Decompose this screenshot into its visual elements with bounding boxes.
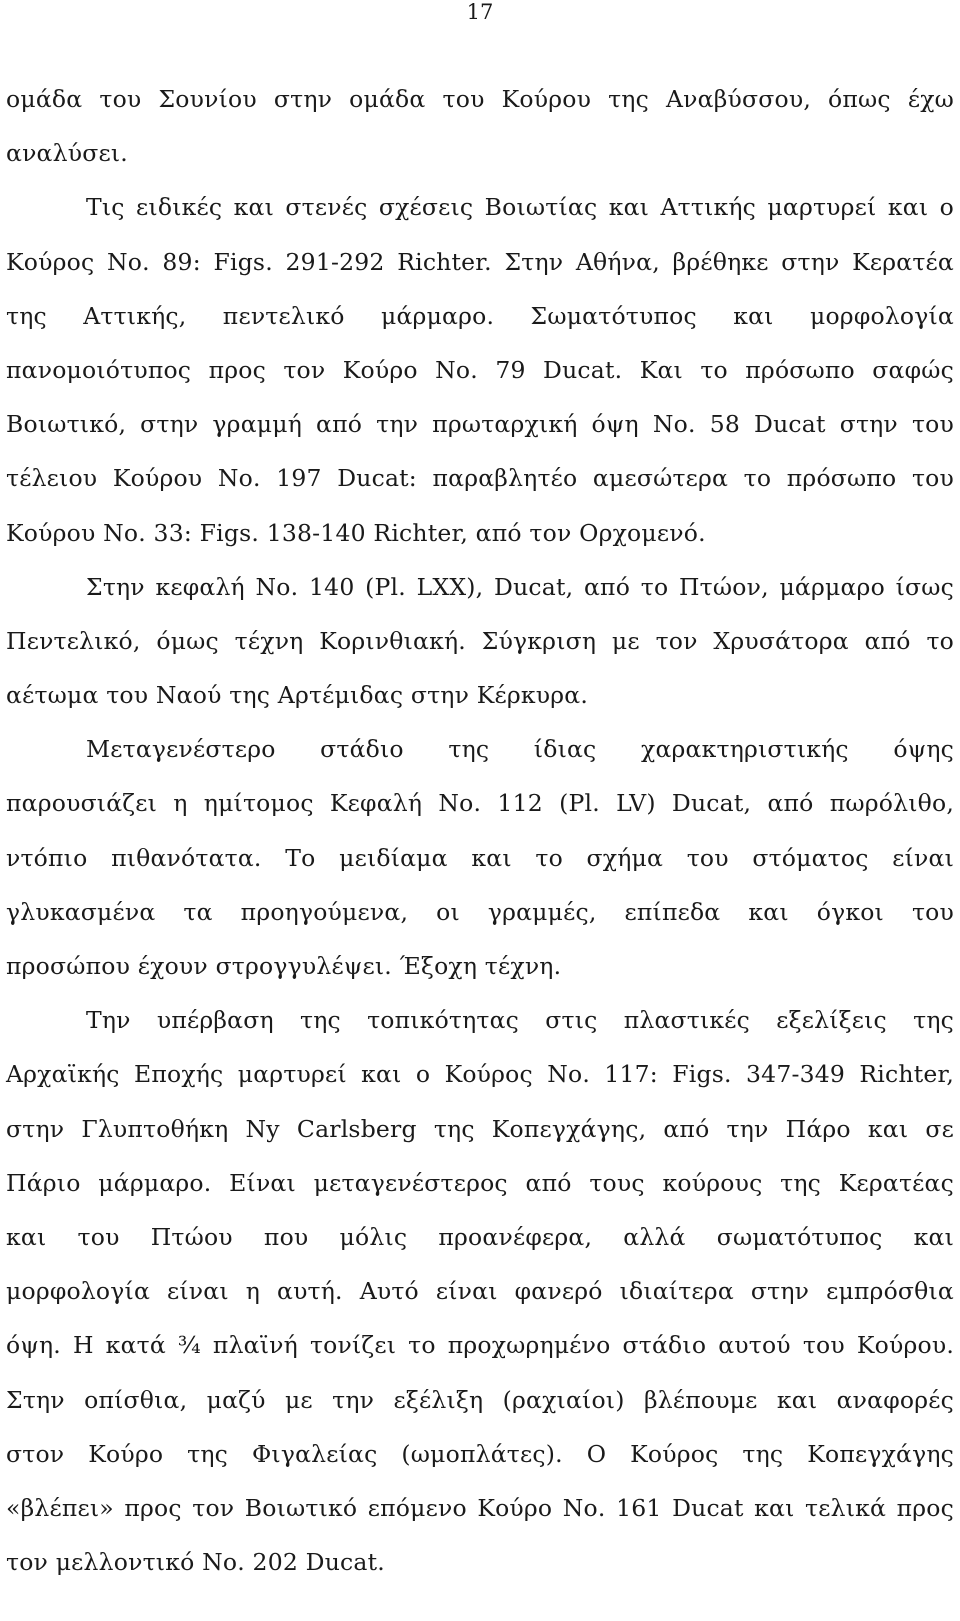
page-number: 17 — [466, 0, 494, 24]
text-line: Στην κεφαλή Νο. 140 (Pl. LXX), Ducat, από το Πτώον, μάρμαρο ίσως — [86, 572, 954, 601]
text-line: μορφολογία είναι η αυτή. Αυτό είναι φανερό ιδιαίτερα στην εμπρόσθια — [6, 1277, 954, 1306]
text-line: Την υπέρβαση της τοπικότητας στις πλαστικές εξελίξεις της — [86, 1006, 954, 1035]
text-line: και του Πτώου που μόλις προανέφερα, αλλά σωματότυπος και — [6, 1222, 954, 1251]
text-line: προσώπου έχουν στρογγυλέψει. Έξοχη τέχνη. — [6, 952, 562, 980]
text-line: Μεταγενέστερο στάδιο της ίδιας χαρακτηριστικής όψης — [86, 735, 954, 764]
text-line: ντόπιο πιθανότατα. Το μειδίαμα και το σχήμα του στόματος είναι — [6, 843, 954, 872]
text-line: Αρχαϊκής Εποχής μαρτυρεί και ο Κούρος Νο. 117: Figs. 347-349 Richter, — [6, 1060, 954, 1089]
text-line: Κούρος Νο. 89: Figs. 291-292 Richter. Στην Αθήνα, βρέθηκε στην Κερατέα — [6, 247, 954, 276]
text-line: της Αττικής, πεντελικό μάρμαρο. Σωματότυπος και μορφολογία — [6, 301, 954, 330]
text-line: Πεντελικό, όμως τέχνη Κορινθιακή. Σύγκριση με τον Χρυσάτορα από το — [6, 626, 954, 655]
text-line: στον Κούρο της Φιγαλείας (ωμοπλάτες). Ο Κούρος της Κοπεγχάγης — [6, 1439, 954, 1468]
text-line: ομάδα του Σουνίου στην ομάδα του Κούρου της Αναβύσσου, όπως έχω — [6, 85, 954, 113]
text-line: Τις ειδικές και στενές σχέσεις Βοιωτίας και Αττικής μαρτυρεί και ο — [86, 193, 954, 222]
text-line: στην Γλυπτοθήκη Ny Carlsberg της Κοπεγχάγης, από την Πάρο και σε — [6, 1114, 954, 1143]
text-line: «βλέπει» προς τον Βοιωτικό επόμενο Κούρο Νο. 161 Ducat και τελικά προς — [6, 1493, 954, 1522]
text-line: γλυκασμένα τα προηγούμενα, οι γραμμές, επίπεδα και όγκοι του — [6, 897, 954, 926]
text-line: Πάριο μάρμαρο. Είναι μεταγενέστερος από τους κούρους της Κερατέας — [6, 1168, 954, 1197]
text-line: πανομοιότυπος προς τον Κούρο Νο. 79 Ducat. Και το πρόσωπο σαφώς — [6, 355, 954, 384]
body-text — [6, 72, 954, 1589]
text-line: Βοιωτικό, στην γραμμή από την πρωταρχική όψη Νο. 58 Ducat στην του — [6, 410, 954, 439]
text-line: όψη. Η κατά ¾ πλαϊνή τονίζει το προχωρημένο στάδιο αυτού του Κούρου. — [6, 1331, 954, 1360]
text-line: παρουσιάζει η ημίτομος Κεφαλή Νο. 112 (Pl. LV) Ducat, από πωρόλιθο, — [6, 789, 954, 818]
text-line: Στην οπίσθια, μαζύ με την εξέλιξη (ραχιαίοι) βλέπουμε και αναφορές — [6, 1385, 954, 1414]
text-line: αέτωμα του Ναού της Αρτέμιδας στην Κέρκυρα. — [6, 681, 589, 710]
text-line: τέλειου Κούρου Νο. 197 Ducat: παραβλητέο αμεσώτερα το πρόσωπο του — [6, 464, 954, 493]
text-line: αναλύσει. — [6, 139, 128, 168]
text-line: τον μελλοντικό Νο. 202 Ducat. — [6, 1548, 385, 1577]
text-line: Κούρου Νο. 33: Figs. 138-140 Richter, από τον Ορχομενό. — [6, 518, 706, 547]
